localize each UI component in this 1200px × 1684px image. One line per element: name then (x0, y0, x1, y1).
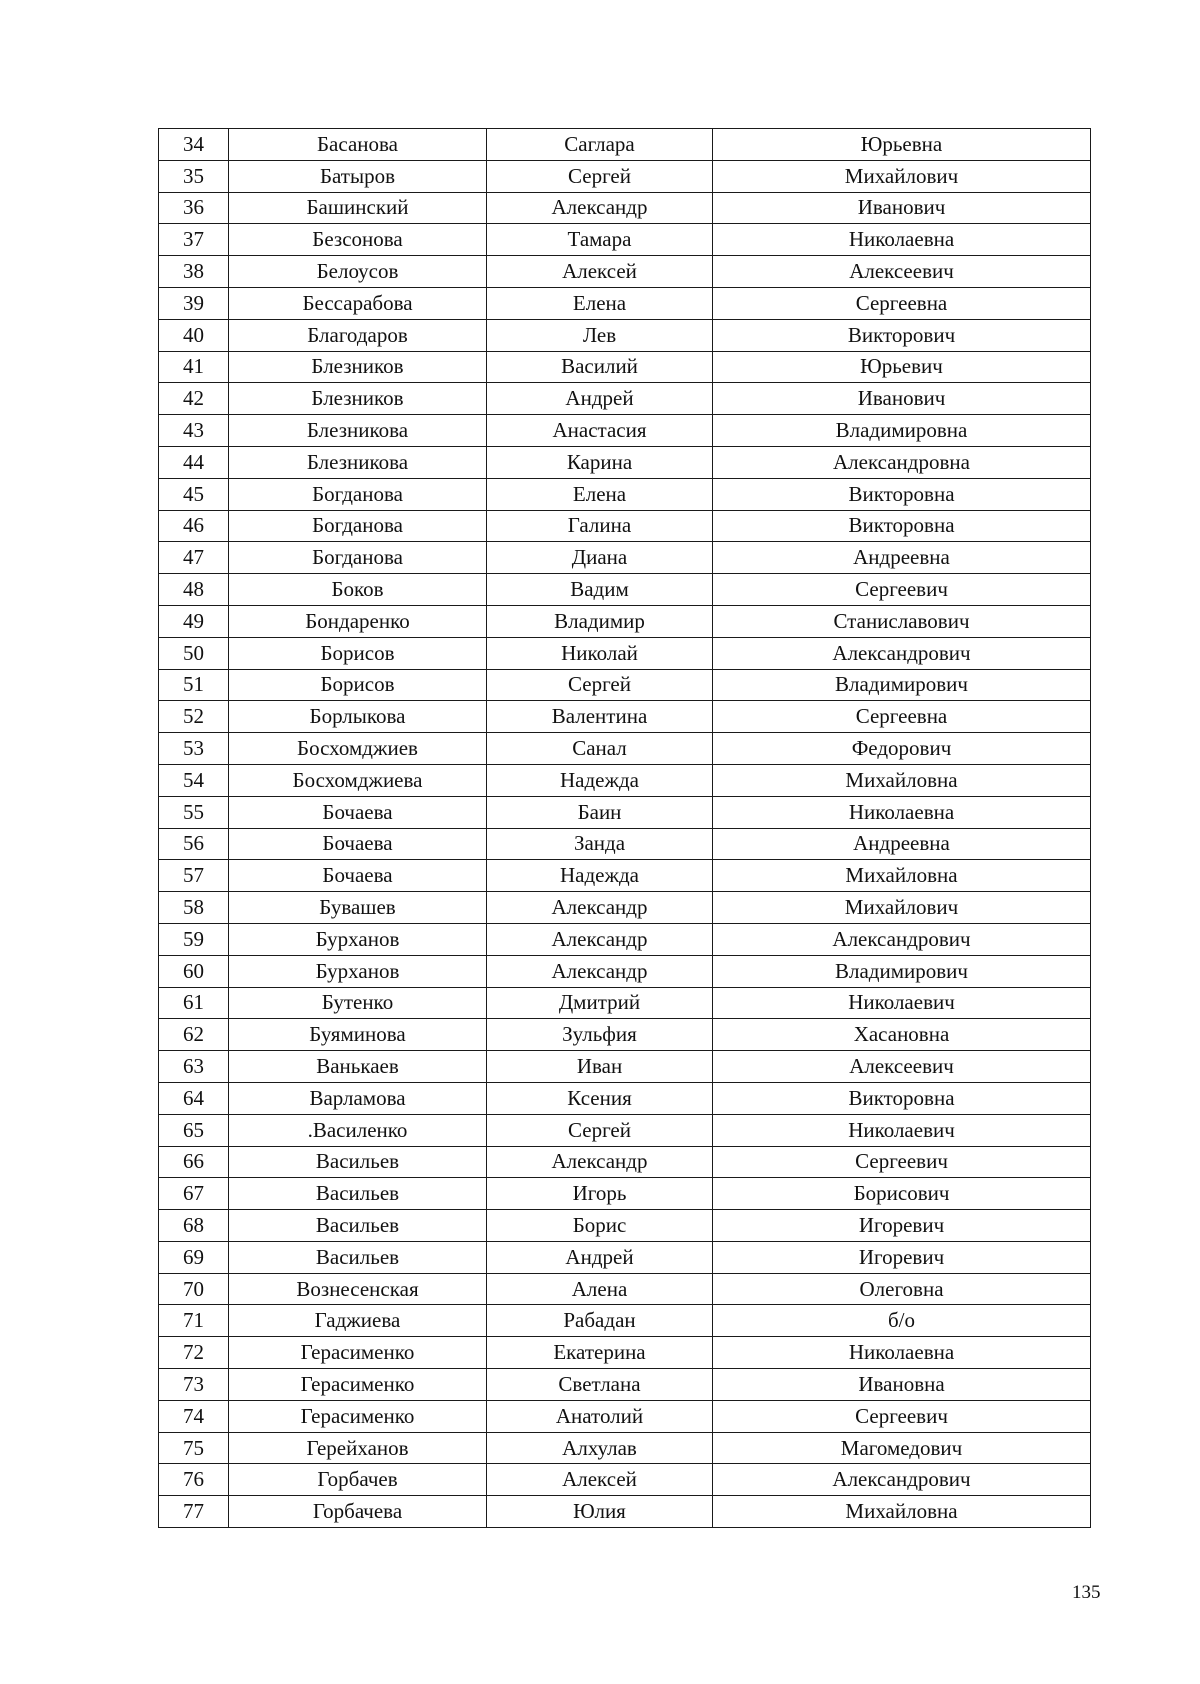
row-number-cell: 49 (159, 605, 229, 637)
patronymic-cell: Юрьевич (713, 351, 1091, 383)
row-number-cell: 60 (159, 955, 229, 987)
table-row (159, 1337, 1091, 1369)
patronymic-cell: Викторовна (713, 478, 1091, 510)
last-name-cell: Бувашев (229, 892, 487, 924)
patronymic-cell: Викторовна (713, 1082, 1091, 1114)
patronymic-cell: Николаевна (713, 1337, 1091, 1369)
table-row (159, 574, 1091, 606)
first-name-cell: Алексей (487, 256, 713, 288)
last-name-cell: Бочаева (229, 828, 487, 860)
patronymic-cell: Федорович (713, 733, 1091, 765)
patronymic-cell: Владимирович (713, 669, 1091, 701)
last-name-cell: Горбачев (229, 1464, 487, 1496)
table-row (159, 129, 1091, 161)
patronymic-cell: б/о (713, 1305, 1091, 1337)
row-number-cell: 56 (159, 828, 229, 860)
patronymic-cell: Станиславович (713, 605, 1091, 637)
table-row (159, 1305, 1091, 1337)
table-row (159, 892, 1091, 924)
last-name-cell: .Василенко (229, 1114, 487, 1146)
row-number-cell: 62 (159, 1019, 229, 1051)
patronymic-cell: Ивановна (713, 1369, 1091, 1401)
table-row (159, 987, 1091, 1019)
last-name-cell: Герейханов (229, 1432, 487, 1464)
table-row (159, 256, 1091, 288)
row-number-cell: 58 (159, 892, 229, 924)
last-name-cell: Борисов (229, 669, 487, 701)
first-name-cell: Надежда (487, 764, 713, 796)
row-number-cell: 43 (159, 415, 229, 447)
last-name-cell: Босхомджиева (229, 764, 487, 796)
patronymic-cell: Сергеевна (713, 701, 1091, 733)
last-name-cell: Блезникова (229, 415, 487, 447)
row-number-cell: 72 (159, 1337, 229, 1369)
last-name-cell: Босхомджиев (229, 733, 487, 765)
patronymic-cell: Александрович (713, 1464, 1091, 1496)
first-name-cell: Тамара (487, 224, 713, 256)
patronymic-cell: Владимирович (713, 955, 1091, 987)
table-row (159, 1082, 1091, 1114)
first-name-cell: Александр (487, 892, 713, 924)
last-name-cell: Борлыкова (229, 701, 487, 733)
table-row (159, 1241, 1091, 1273)
last-name-cell: Герасименко (229, 1400, 487, 1432)
row-number-cell: 41 (159, 351, 229, 383)
patronymic-cell: Олеговна (713, 1273, 1091, 1305)
last-name-cell: Боков (229, 574, 487, 606)
first-name-cell: Сергей (487, 160, 713, 192)
first-name-cell: Андрей (487, 383, 713, 415)
patronymic-cell: Викторовна (713, 510, 1091, 542)
first-name-cell: Игорь (487, 1178, 713, 1210)
first-name-cell: Александр (487, 192, 713, 224)
row-number-cell: 73 (159, 1369, 229, 1401)
row-number-cell: 46 (159, 510, 229, 542)
name-list-table (158, 128, 1091, 1528)
row-number-cell: 69 (159, 1241, 229, 1273)
last-name-cell: Богданова (229, 478, 487, 510)
row-number-cell: 44 (159, 446, 229, 478)
patronymic-cell: Сергеевна (713, 287, 1091, 319)
table-row (159, 669, 1091, 701)
row-number-cell: 55 (159, 796, 229, 828)
last-name-cell: Васильев (229, 1210, 487, 1242)
patronymic-cell: Николаевич (713, 1114, 1091, 1146)
first-name-cell: Сергей (487, 1114, 713, 1146)
table-row (159, 605, 1091, 637)
table-row (159, 446, 1091, 478)
row-number-cell: 42 (159, 383, 229, 415)
row-number-cell: 74 (159, 1400, 229, 1432)
last-name-cell: Благодаров (229, 319, 487, 351)
patronymic-cell: Юрьевна (713, 129, 1091, 161)
patronymic-cell: Андреевна (713, 828, 1091, 860)
last-name-cell: Блезников (229, 351, 487, 383)
row-number-cell: 65 (159, 1114, 229, 1146)
patronymic-cell: Владимировна (713, 415, 1091, 447)
last-name-cell: Басанова (229, 129, 487, 161)
first-name-cell: Алхулав (487, 1432, 713, 1464)
table-row (159, 828, 1091, 860)
row-number-cell: 66 (159, 1146, 229, 1178)
page-number: 135 (1072, 1582, 1101, 1603)
first-name-cell: Андрей (487, 1241, 713, 1273)
row-number-cell: 61 (159, 987, 229, 1019)
table-row (159, 1051, 1091, 1083)
table-row (159, 1178, 1091, 1210)
first-name-cell: Александр (487, 955, 713, 987)
row-number-cell: 37 (159, 224, 229, 256)
patronymic-cell: Сергеевич (713, 1400, 1091, 1432)
row-number-cell: 77 (159, 1496, 229, 1528)
table-row (159, 351, 1091, 383)
row-number-cell: 70 (159, 1273, 229, 1305)
row-number-cell: 57 (159, 860, 229, 892)
first-name-cell: Надежда (487, 860, 713, 892)
first-name-cell: Елена (487, 287, 713, 319)
first-name-cell: Дмитрий (487, 987, 713, 1019)
patronymic-cell: Алексеевич (713, 1051, 1091, 1083)
first-name-cell: Баин (487, 796, 713, 828)
row-number-cell: 54 (159, 764, 229, 796)
first-name-cell: Василий (487, 351, 713, 383)
table-row (159, 923, 1091, 955)
patronymic-cell: Михайлович (713, 160, 1091, 192)
last-name-cell: Борисов (229, 637, 487, 669)
last-name-cell: Бурханов (229, 955, 487, 987)
row-number-cell: 34 (159, 129, 229, 161)
patronymic-cell: Михайловна (713, 860, 1091, 892)
patronymic-cell: Алексеевич (713, 256, 1091, 288)
row-number-cell: 51 (159, 669, 229, 701)
first-name-cell: Алексей (487, 1464, 713, 1496)
table-row (159, 1210, 1091, 1242)
last-name-cell: Богданова (229, 510, 487, 542)
row-number-cell: 35 (159, 160, 229, 192)
table-row (159, 1114, 1091, 1146)
patronymic-cell: Александровна (713, 446, 1091, 478)
row-number-cell: 64 (159, 1082, 229, 1114)
first-name-cell: Сергей (487, 669, 713, 701)
first-name-cell: Галина (487, 510, 713, 542)
table-row (159, 955, 1091, 987)
last-name-cell: Бутенко (229, 987, 487, 1019)
table-row (159, 224, 1091, 256)
patronymic-cell: Иванович (713, 192, 1091, 224)
patronymic-cell: Александрович (713, 637, 1091, 669)
row-number-cell: 76 (159, 1464, 229, 1496)
table-row (159, 510, 1091, 542)
patronymic-cell: Михайловна (713, 764, 1091, 796)
first-name-cell: Юлия (487, 1496, 713, 1528)
patronymic-cell: Александрович (713, 923, 1091, 955)
row-number-cell: 67 (159, 1178, 229, 1210)
table-row (159, 637, 1091, 669)
patronymic-cell: Михайлович (713, 892, 1091, 924)
last-name-cell: Варламова (229, 1082, 487, 1114)
row-number-cell: 53 (159, 733, 229, 765)
first-name-cell: Владимир (487, 605, 713, 637)
patronymic-cell: Игоревич (713, 1210, 1091, 1242)
row-number-cell: 45 (159, 478, 229, 510)
table-row (159, 192, 1091, 224)
first-name-cell: Николай (487, 637, 713, 669)
last-name-cell: Горбачева (229, 1496, 487, 1528)
row-number-cell: 63 (159, 1051, 229, 1083)
table-row (159, 415, 1091, 447)
row-number-cell: 52 (159, 701, 229, 733)
first-name-cell: Светлана (487, 1369, 713, 1401)
last-name-cell: Блезников (229, 383, 487, 415)
row-number-cell: 47 (159, 542, 229, 574)
row-number-cell: 50 (159, 637, 229, 669)
first-name-cell: Рабадан (487, 1305, 713, 1337)
patronymic-cell: Игоревич (713, 1241, 1091, 1273)
patronymic-cell: Сергеевич (713, 1146, 1091, 1178)
table-row (159, 478, 1091, 510)
first-name-cell: Ксения (487, 1082, 713, 1114)
patronymic-cell: Сергеевич (713, 574, 1091, 606)
last-name-cell: Герасименко (229, 1369, 487, 1401)
patronymic-cell: Николаевич (713, 987, 1091, 1019)
table-row (159, 796, 1091, 828)
first-name-cell: Александр (487, 923, 713, 955)
row-number-cell: 68 (159, 1210, 229, 1242)
last-name-cell: Блезникова (229, 446, 487, 478)
first-name-cell: Анастасия (487, 415, 713, 447)
row-number-cell: 48 (159, 574, 229, 606)
first-name-cell: Валентина (487, 701, 713, 733)
table-row (159, 1496, 1091, 1528)
patronymic-cell: Иванович (713, 383, 1091, 415)
patronymic-cell: Михайловна (713, 1496, 1091, 1528)
patronymic-cell: Хасановна (713, 1019, 1091, 1051)
table-row (159, 1400, 1091, 1432)
row-number-cell: 38 (159, 256, 229, 288)
last-name-cell: Ванькаев (229, 1051, 487, 1083)
table-row (159, 1019, 1091, 1051)
last-name-cell: Башинский (229, 192, 487, 224)
table-row (159, 1273, 1091, 1305)
last-name-cell: Бондаренко (229, 605, 487, 637)
table-row (159, 764, 1091, 796)
table-row (159, 383, 1091, 415)
patronymic-cell: Борисович (713, 1178, 1091, 1210)
table-row (159, 1369, 1091, 1401)
first-name-cell: Анатолий (487, 1400, 713, 1432)
table-row (159, 701, 1091, 733)
first-name-cell: Лев (487, 319, 713, 351)
last-name-cell: Буяминова (229, 1019, 487, 1051)
last-name-cell: Васильев (229, 1241, 487, 1273)
table-row (159, 860, 1091, 892)
table-row (159, 1432, 1091, 1464)
last-name-cell: Безсонова (229, 224, 487, 256)
table-row (159, 1464, 1091, 1496)
patronymic-cell: Николаевна (713, 224, 1091, 256)
last-name-cell: Бессарабова (229, 287, 487, 319)
patronymic-cell: Николаевна (713, 796, 1091, 828)
table-row (159, 1146, 1091, 1178)
first-name-cell: Саглара (487, 129, 713, 161)
row-number-cell: 59 (159, 923, 229, 955)
first-name-cell: Занда (487, 828, 713, 860)
table-row (159, 319, 1091, 351)
row-number-cell: 39 (159, 287, 229, 319)
name-list-body (159, 129, 1091, 1528)
first-name-cell: Борис (487, 1210, 713, 1242)
first-name-cell: Вадим (487, 574, 713, 606)
last-name-cell: Гаджиева (229, 1305, 487, 1337)
first-name-cell: Иван (487, 1051, 713, 1083)
last-name-cell: Батыров (229, 160, 487, 192)
table-row (159, 287, 1091, 319)
row-number-cell: 40 (159, 319, 229, 351)
row-number-cell: 75 (159, 1432, 229, 1464)
first-name-cell: Карина (487, 446, 713, 478)
last-name-cell: Васильев (229, 1178, 487, 1210)
last-name-cell: Бочаева (229, 860, 487, 892)
row-number-cell: 71 (159, 1305, 229, 1337)
table-row (159, 733, 1091, 765)
last-name-cell: Бочаева (229, 796, 487, 828)
table-row (159, 542, 1091, 574)
first-name-cell: Санал (487, 733, 713, 765)
row-number-cell: 36 (159, 192, 229, 224)
first-name-cell: Елена (487, 478, 713, 510)
first-name-cell: Александр (487, 1146, 713, 1178)
last-name-cell: Белоусов (229, 256, 487, 288)
last-name-cell: Вознесенская (229, 1273, 487, 1305)
last-name-cell: Васильев (229, 1146, 487, 1178)
patronymic-cell: Андреевна (713, 542, 1091, 574)
first-name-cell: Диана (487, 542, 713, 574)
last-name-cell: Герасименко (229, 1337, 487, 1369)
patronymic-cell: Викторович (713, 319, 1091, 351)
table-row (159, 160, 1091, 192)
patronymic-cell: Магомедович (713, 1432, 1091, 1464)
first-name-cell: Екатерина (487, 1337, 713, 1369)
last-name-cell: Бурханов (229, 923, 487, 955)
first-name-cell: Алена (487, 1273, 713, 1305)
last-name-cell: Богданова (229, 542, 487, 574)
first-name-cell: Зульфия (487, 1019, 713, 1051)
